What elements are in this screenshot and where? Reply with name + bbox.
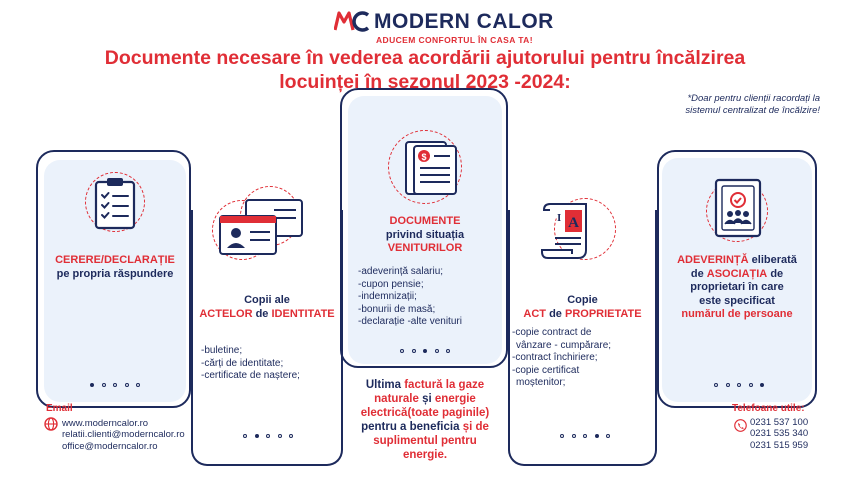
card-1-title-main: CERERE/DECLARAȚIE (55, 254, 175, 266)
card-1-title (44, 254, 186, 281)
pager-dot (102, 383, 106, 387)
phone-link-3[interactable]: 0231 515 959 (750, 439, 809, 451)
phone-link-2[interactable]: 0231 535 340 (750, 428, 809, 439)
pager-dot (583, 434, 587, 438)
svg-text:I: I (557, 212, 562, 224)
card-3-title-end: VENITURILOR (387, 242, 463, 254)
list-item: -contract închiriere; (512, 352, 598, 363)
clipboard-icon (94, 176, 136, 230)
card-2-title-main: ACTELOR (199, 307, 253, 320)
property-deed-scroll-icon (540, 196, 600, 262)
pager-dot (714, 383, 718, 387)
note-highlight: factură la gaze (404, 379, 485, 391)
pager-dot (423, 349, 427, 353)
phone-contact (732, 403, 842, 451)
pager-dot (113, 383, 117, 387)
list-item: -adeverință salariu; (358, 266, 444, 277)
pager-dot (412, 349, 416, 353)
card-4-list (512, 327, 654, 390)
brand-slogan: ADUCEM CONFORTUL ÎN CASA TA! (376, 35, 533, 45)
list-item: -declarație -alte venituri (358, 316, 462, 327)
note-highlight: suplimentul pentru (373, 435, 477, 447)
card-5-text: de (770, 267, 784, 280)
email-link-relatii[interactable]: relatii.clienti@moderncalor.ro (62, 429, 185, 440)
note-text: Ultima (365, 379, 402, 391)
phone-link-1[interactable]: 0231 537 100 (750, 416, 809, 428)
list-item: moștenitor; (516, 377, 566, 388)
card-5-text: eliberată (751, 254, 797, 266)
pager-dot (446, 349, 450, 353)
pager-dot (278, 434, 282, 438)
card-2-title-end: IDENTITATE (271, 307, 335, 320)
note-highlight: electrică(toate paginile) (360, 407, 490, 419)
list-item: -buletine; (201, 345, 243, 356)
list-item: -copie certificat (512, 364, 580, 376)
list-item: vânzare - cumpărare; (516, 339, 612, 351)
card-4-title-main: ACT (523, 307, 547, 320)
card-4-title-end: PROPRIETATE (564, 307, 642, 320)
phone-icon (734, 419, 747, 432)
website-link[interactable]: www.moderncalor.ro (62, 417, 149, 429)
page-title-line-2: locuinței în sezonul 2023 -2024: (279, 71, 571, 93)
email-contact (46, 403, 196, 452)
note-text: și (422, 393, 432, 405)
card-4-pager (560, 433, 610, 439)
card-2-title (191, 294, 343, 321)
card-2-list (201, 345, 341, 383)
phone-title: Telefoane utile: (732, 403, 805, 414)
list-item: -cărți de identitate; (201, 357, 284, 369)
pager-dot (400, 349, 404, 353)
income-documents-icon (400, 136, 462, 198)
pager-dot (560, 434, 564, 438)
eligibility-note-line-2: sistemul centralizat de încălzire! (685, 105, 820, 116)
note-text: pentru a beneficia (361, 421, 460, 433)
card-2-pager (243, 433, 293, 439)
card-5-title-main: ADEVERINȚĂ (677, 254, 749, 266)
pager-dot (243, 434, 247, 438)
pager-dot (606, 434, 610, 438)
card-3-list (358, 266, 504, 329)
eligibility-note (580, 93, 820, 117)
brand-name: MODERN CALOR (374, 10, 554, 33)
list-item: -cupon pensie; (358, 278, 424, 290)
card-2-title-prefix: Copii ale (244, 294, 290, 306)
card-1-pager (90, 382, 140, 388)
card-5-title (662, 254, 812, 322)
card-4-title-prefix: Copie (567, 294, 598, 306)
globe-icon (44, 417, 58, 431)
logo-mark-icon (334, 10, 370, 32)
note-highlight: energie. (402, 449, 448, 461)
card-4-title-mid: de (549, 307, 562, 320)
pager-dot (136, 383, 140, 387)
pager-dot (435, 349, 439, 353)
page-title-line-1: Documente necesare în vederea acordării ajutorului pentru încălzirea (104, 47, 746, 69)
pager-dot (595, 434, 599, 438)
email-link-office[interactable]: office@moderncalor.ro (62, 440, 158, 452)
pager-dot (749, 383, 753, 387)
pager-dot (125, 383, 129, 387)
page-title (0, 46, 850, 94)
note-highlight: și de (462, 421, 489, 433)
card-5-text: de (690, 267, 704, 280)
pager-dot (90, 383, 94, 387)
pager-dot (255, 434, 259, 438)
svg-text:$: $ (421, 152, 427, 162)
list-item: -indemnizații; (358, 291, 417, 302)
note-highlight: naturale (374, 393, 419, 405)
list-item: -copie contract de (512, 327, 592, 338)
card-5-pager (714, 382, 764, 388)
card-3-pager (400, 348, 450, 354)
gas-invoice-note (340, 378, 510, 462)
list-item: -certificate de naștere; (201, 370, 300, 381)
note-highlight: energie (434, 393, 476, 405)
card-5-text: este specificat (699, 294, 775, 307)
id-cards-icon (216, 196, 306, 258)
pager-dot (289, 434, 293, 438)
eligibility-note-line-1: *Doar pentru clienții racordați la (687, 93, 820, 104)
card-4-title (508, 294, 657, 321)
brand-logo (334, 8, 554, 46)
card-1-title-sub: pe propria răspundere (56, 267, 174, 280)
list-item: -bonurii de masă; (358, 303, 436, 315)
pager-dot (737, 383, 741, 387)
pager-dot (572, 434, 576, 438)
card-5-title-highlight: numărul de persoane (681, 308, 793, 320)
pager-dot (726, 383, 730, 387)
card-3-title (348, 215, 502, 256)
certificate-icon (712, 176, 764, 240)
pager-dot (266, 434, 270, 438)
pager-dot (760, 383, 764, 387)
email-title: Email (46, 403, 73, 414)
card-3-title-mid: privind situația (385, 228, 465, 241)
card-3-title-main: DOCUMENTE (389, 215, 461, 227)
card-5-title-highlight: ASOCIAȚIA (706, 267, 768, 280)
card-2-title-mid: de (255, 307, 269, 320)
svg-text:A: A (568, 215, 579, 231)
card-5-text: proprietari în care (690, 281, 784, 293)
